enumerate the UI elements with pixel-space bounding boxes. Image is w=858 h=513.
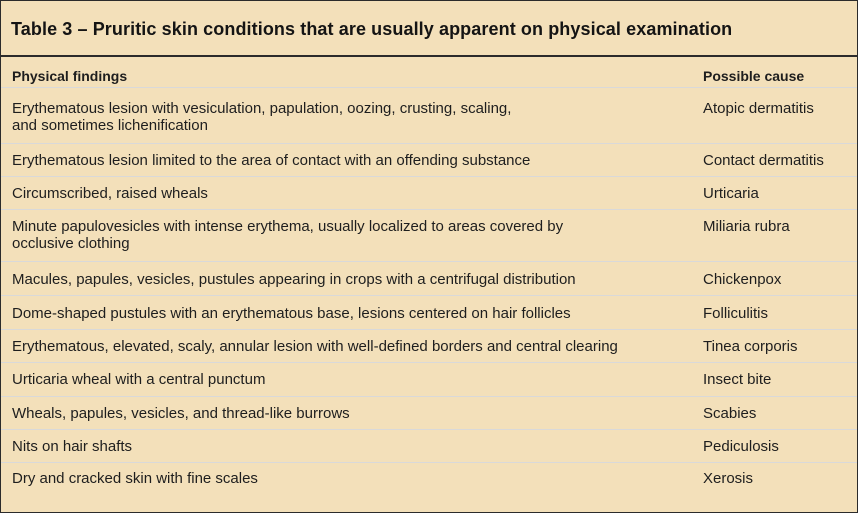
findings-cell (12, 305, 672, 322)
table-row (1, 463, 857, 499)
table-title: Table 3 – Pruritic skin conditions that are usually apparent on physical examination (11, 19, 733, 39)
findings-line: Wheals, papules, vesicles, and thread-like burrows (12, 405, 350, 422)
cause-cell: Pediculosis (703, 438, 779, 455)
cause-cell: Atopic dermatitis (703, 100, 814, 117)
findings-cell (12, 218, 672, 252)
findings-table (1, 57, 857, 499)
table-row (1, 430, 857, 463)
cause-cell: Folliculitis (703, 305, 769, 322)
findings-cell (12, 185, 672, 202)
column-header-cause: Possible cause (703, 68, 805, 84)
table-row (1, 330, 857, 363)
findings-line: Nits on hair shafts (12, 438, 133, 455)
cause-cell: Xerosis (703, 470, 754, 487)
cause-cell: Miliaria rubra (703, 218, 790, 235)
table-row (1, 363, 857, 397)
findings-line: Circumscribed, raised wheals (12, 185, 208, 202)
table-row (1, 262, 857, 296)
findings-cell (12, 271, 672, 288)
cause-cell: Scabies (703, 405, 757, 422)
findings-line: and sometimes lichenification (12, 117, 208, 134)
findings-line: Macules, papules, vesicles, pustules appearing in crops with a centrifugal distribution (12, 271, 576, 288)
findings-cell (12, 405, 672, 422)
table-row (1, 88, 857, 144)
cause-cell: Chickenpox (703, 271, 782, 288)
findings-cell (12, 338, 672, 355)
cause-cell: Urticaria (703, 185, 759, 202)
table-row (1, 397, 857, 430)
findings-line: Erythematous lesion limited to the area of contact with an offending substance (12, 152, 531, 169)
table-row (1, 177, 857, 210)
cause-cell: Insect bite (703, 371, 772, 388)
findings-cell (12, 152, 672, 169)
findings-cell (12, 100, 672, 134)
findings-line: Erythematous lesion with vesiculation, papulation, oozing, crusting, scaling, (12, 100, 512, 117)
findings-line: Dry and cracked skin with fine scales (12, 470, 258, 487)
table-header-row (1, 57, 857, 88)
findings-line: Minute papulovesicles with intense erythema, usually localized to areas covered by (12, 218, 564, 235)
table-row (1, 210, 857, 262)
findings-cell (12, 470, 672, 487)
column-header-findings: Physical findings (12, 68, 128, 84)
cause-cell: Contact dermatitis (703, 152, 824, 169)
findings-cell (12, 371, 672, 388)
findings-line: Urticaria wheal with a central punctum (12, 371, 266, 388)
findings-line: Dome-shaped pustules with an erythematous base, lesions centered on hair follicles (12, 305, 571, 322)
findings-line: Erythematous, elevated, scaly, annular lesion with well-defined borders and central clearing (12, 338, 618, 355)
findings-line: occlusive clothing (12, 235, 130, 252)
table-row (1, 144, 857, 177)
table-row (1, 296, 857, 330)
findings-cell (12, 438, 672, 455)
cause-cell: Tinea corporis (703, 338, 798, 355)
